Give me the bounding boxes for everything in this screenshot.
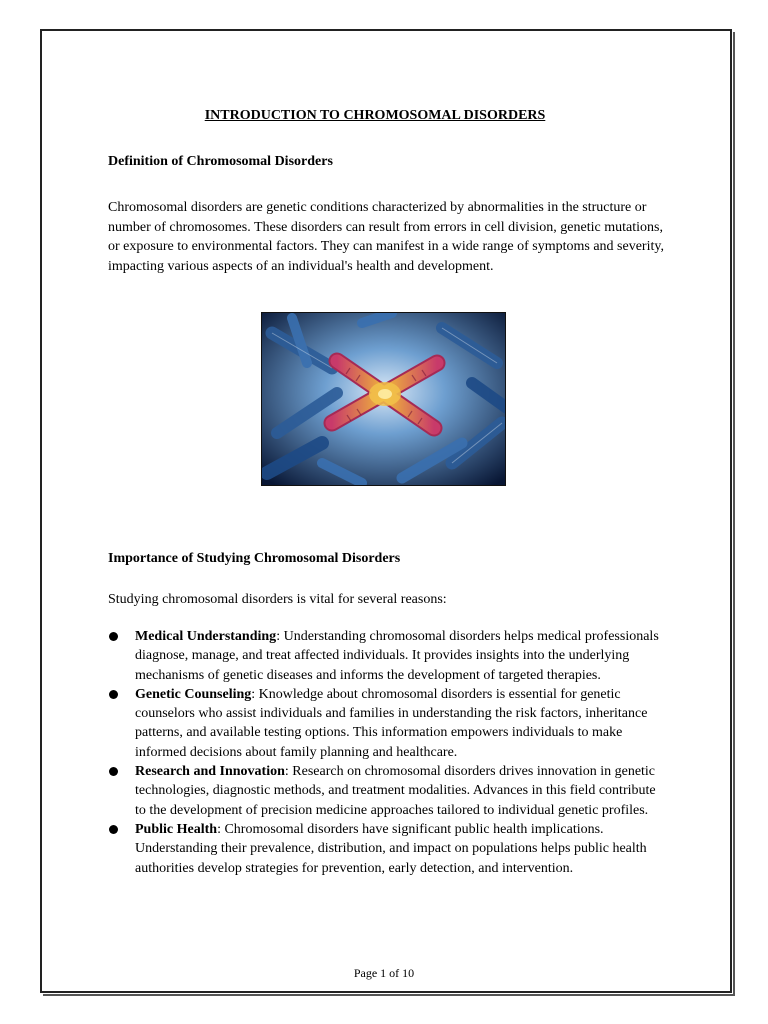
chromosome-illustration <box>262 313 506 486</box>
document-title: INTRODUCTION TO CHROMOSOMAL DISORDERS <box>204 108 546 123</box>
list-item <box>108 627 668 685</box>
bullet-icon <box>109 825 118 834</box>
definition-paragraph: Chromosomal disorders are genetic conditions characterized by abnormalities in the structure or number of chromosomes. These disorders can result from errors in cell division, genetic mutations, or exposure to environmental factors. They can manifest in a wide range of symptoms and severity, impacting various aspects of an individual's health and development. <box>108 200 664 274</box>
list-item <box>108 820 668 878</box>
reason-term: Genetic Counseling <box>135 686 252 702</box>
reason-term: Research and Innovation <box>135 764 285 780</box>
page-number: Page 1 of 10 <box>353 966 415 980</box>
section-heading-definition: Definition of Chromosomal Disorders <box>108 154 333 169</box>
list-item <box>108 762 668 820</box>
reason-term: Medical Understanding <box>135 629 277 644</box>
reasons-list <box>108 627 668 878</box>
reason-text: : Understanding chromosomal disorders helps medical professionals diagnose, manage, and treat affected individuals. It provides insights into the underlying mechanisms of genetic diseases and informs the development of targeted therapies. <box>135 629 659 683</box>
reason-term: Public Health <box>135 821 218 837</box>
reason-text: : Research on chromosomal disorders drives innovation in genetic technologies, diagnostic methods, and treatment modalities. Advances in this field contribute to the development of precision medicine approaches tailored to individual genetic profiles. <box>135 764 656 818</box>
importance-intro: Studying chromosomal disorders is vital for several reasons: <box>108 592 447 607</box>
section-heading-importance: Importance of Studying Chromosomal Disorders <box>108 551 401 566</box>
bullet-icon <box>109 632 118 641</box>
reason-text: : Chromosomal disorders have significant public health implications. Understanding their prevalence, distribution, and impact on populations helps public health authorities develop strategies for prevention, early detection, and intervention. <box>135 821 647 876</box>
list-item <box>108 685 668 762</box>
bullet-icon <box>109 690 118 699</box>
reason-text: : Knowledge about chromosomal disorders is essential for genetic counselors who assist individuals and families in understanding the risk factors, inheritance patterns, and available testing options. This information empowers individuals to make informed decisions about family planning and healthcare. <box>135 686 648 760</box>
bullet-icon <box>109 767 118 776</box>
chromosome-image <box>261 312 506 486</box>
